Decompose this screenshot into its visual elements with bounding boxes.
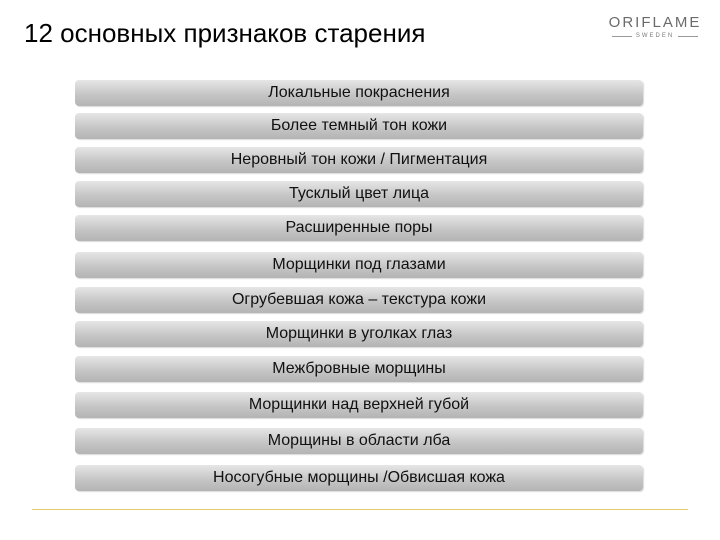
- sign-bar-7: [75, 287, 643, 313]
- sign-bar-1: [75, 80, 643, 106]
- sign-bar-6: [75, 252, 643, 278]
- sign-label: Морщинки под глазами: [272, 256, 446, 273]
- logo-left-rule: [612, 36, 632, 37]
- sign-label: Тусклый цвет лица: [288, 185, 430, 202]
- oriflame-logo: [608, 14, 702, 39]
- sign-bar-8: [75, 321, 643, 347]
- sign-label: Расширенные поры: [285, 219, 433, 236]
- sign-label: Более темный тон кожи: [270, 117, 448, 134]
- sign-bar-2: [75, 113, 643, 139]
- slide-title: 12 основных признаков старения: [24, 18, 426, 48]
- logo-subtext: SWEDEN: [635, 33, 675, 39]
- sign-bar-12: [75, 465, 643, 491]
- sign-label: Носогубные морщины /Обвисшая кожа: [213, 469, 505, 486]
- logo-wordmark: ORIFLAME: [608, 14, 702, 31]
- sign-label: Морщины в области лба: [267, 432, 451, 449]
- sign-bar-10: [75, 392, 643, 418]
- logo-subline: [608, 33, 702, 39]
- sign-label: Морщинки в уголках глаз: [265, 325, 453, 342]
- sign-bar-11: [75, 428, 643, 454]
- sign-label: Межбровные морщины: [272, 360, 446, 377]
- footer-rule: [32, 509, 688, 510]
- sign-bar-4: [75, 181, 643, 207]
- logo-right-rule: [678, 36, 698, 37]
- sign-bar-5: [75, 215, 643, 241]
- sign-bar-3: [75, 147, 643, 173]
- sign-label: Огрубевшая кожа – текстура кожи: [231, 291, 487, 308]
- sign-label: Локальные покраснения: [268, 84, 450, 101]
- sign-label: Неровный тон кожи / Пигментация: [230, 151, 488, 168]
- sign-label: Морщинки над верхней губой: [248, 396, 470, 413]
- sign-bar-9: [75, 356, 643, 382]
